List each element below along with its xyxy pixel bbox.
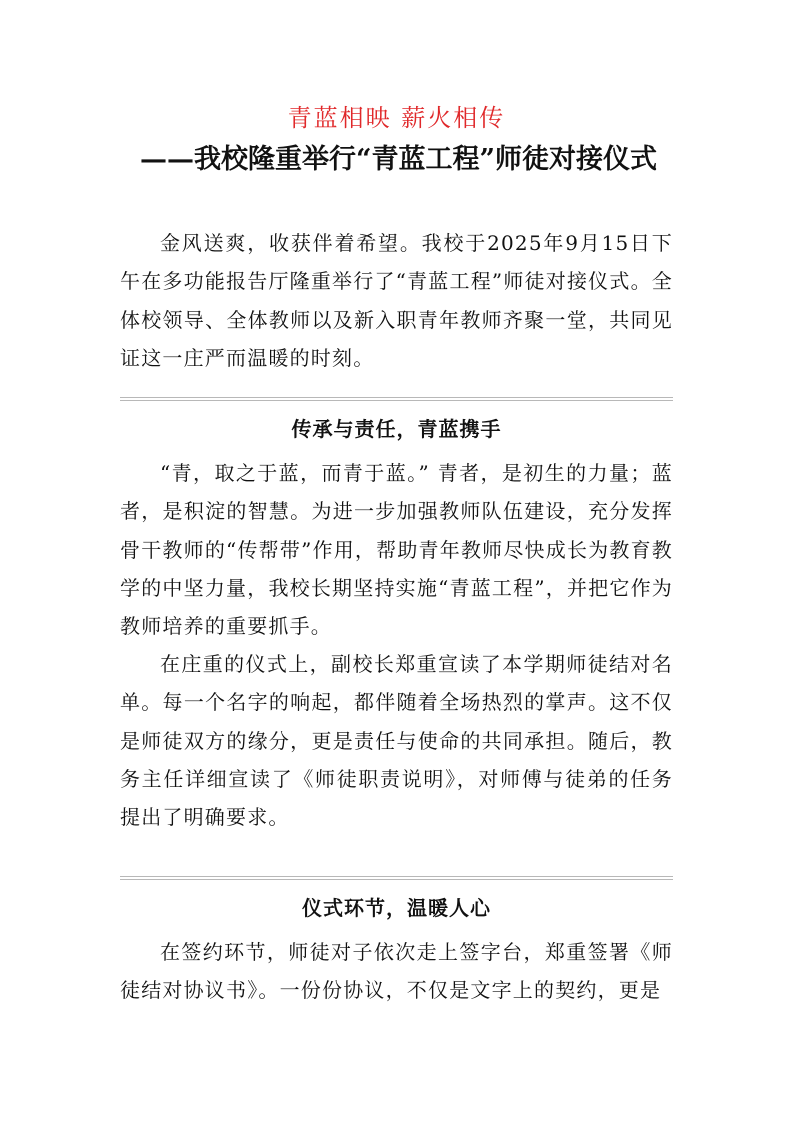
document-title: 青蓝相映 薪火相传 [287,104,506,132]
section-heading-2: 仪式环节，温暖人心 [302,896,491,920]
section-1-paragraph-2: 在庄重的仪式上，副校长郑重宣读了本学期师徒结对名单。每一个名字的响起，都伴随着全场热烈的掌声。这不仅是师徒双方的缘分，更是责任与使命的共同承担。随后，教务主任详细宣读了《师徒职责说明》，对师傅与徒弟的任务提出了明确要求。 [120,652,673,830]
section-divider [120,397,673,398]
section-2-paragraph-1: 在签约环节，师徒对子依次走上签字台，郑重签署《师徒结对协议书》。一份份协议，不仅是文字上的契约，更是 [120,940,673,1003]
document-subtitle: ——我校隆重举行“青蓝工程”师徒对接仪式 [140,144,658,175]
section-1-paragraph-1: “青，取之于蓝，而青于蓝。” 青者，是初生的力量；蓝者，是积淀的智慧。为进一步加强教师队伍建设，充分发挥骨干教师的“传帮带”作用，帮助青年教师尽快成长为教育教学的中坚力量，我校长期坚持实施“青蓝工程”，并把它作为教师培养的重要抓手。 [120,461,673,639]
section-heading-1: 传承与责任，青蓝携手 [291,417,502,441]
intro-paragraph: 金风送爽，收获伴着希望。我校于2025年9月15日下午在多功能报告厅隆重举行了“青蓝工程”师徒对接仪式。全体校领导、全体教师以及新入职青年教师齐聚一堂，共同见证这一庄严而温暖的时刻。 [120,231,673,370]
section-divider [120,876,673,877]
